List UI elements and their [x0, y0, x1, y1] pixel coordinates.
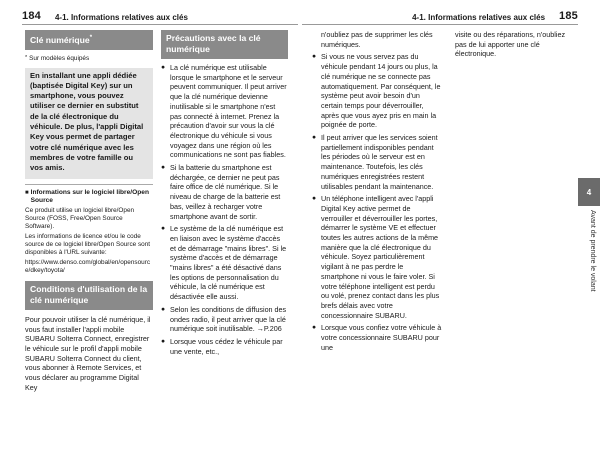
- section-title-conditions: Conditions d'utilisation de la clé numérique: [25, 281, 153, 310]
- page-number-left: 184: [22, 10, 41, 22]
- header-section-left: 4-1. Informations relatives aux clés: [54, 13, 188, 22]
- equipment-note: [25, 54, 153, 64]
- continued-text: visite ou des réparations, n'oubliez pas de lui apporter une clé électronique.: [455, 30, 566, 59]
- conditions-paragraph: Pour pouvoir utiliser la clé numérique, il vous faut installer l'appli mobile SUBARU Solterra Connect, enregistrer le véhicule sur le profil d'appli mobile SUBARU Solterra Connect du client, vous abonner à Remote Services, et vous déclarer au programme Digital Key: [25, 314, 151, 392]
- chapter-tab[interactable]: [578, 178, 600, 206]
- header-section-right: 4-1. Informations relatives aux clés: [412, 13, 546, 22]
- header-rule-right: [302, 24, 578, 25]
- divider: [25, 184, 153, 185]
- intro-callout: En installant une appli dédiée (baptisée Digital Key) sur un smartphone, vous pouvez utiliser ce dernier en substitut de la clé électronique du véhicule. De plus, l'appli Digital Key vous permet de partager votre clé numérique avec les membres de votre famille ou vos amis.: [25, 68, 153, 179]
- info-paragraph-1: Ce produit utilise un logiciel libre/Open Source (FOSS, Free/Open Source Software).: [25, 206, 135, 230]
- column-2: [161, 30, 288, 359]
- list-item: ● Le système de la clé numérique est en liaison avec le système d'accès et de démarrage "mains libres". Si le système d'accès et de démarrage "mains libres" a été désactivé dans les options de personnalisation du véhicule, la clé numérique est désactivée elle aussi.: [161, 224, 288, 302]
- column-1: [25, 30, 153, 393]
- section-title-text: Clé numérique: [30, 34, 90, 45]
- note-mark: *: [25, 54, 28, 61]
- column-4: [455, 30, 570, 59]
- list-item: ● Si vous ne vous servez pas du véhicule pendant 14 jours ou plus, la clé numérique ne se connecte pas automatiquement. Par conséquent, le système peut avoir besoin d'un certain temps pour déverrouiller, après que vous ayez pris en main la poignée de porte.: [312, 52, 442, 130]
- list-item: ● Un téléphone intelligent avec l'appli Digital Key active permet de verrouiller et déverrouiller les portes, démarrer le système VE et effectuer toutes les autres actions de la même manière que la clé électronique du véhicule. Soyez particulièrement vigilant à ne pas perdre le smartphone ni vous le faire voler. Si votre téléphone intelligent est perdu ou volé, prenez contact dans les plus brefs délais avec votre concessionnaire SUBARU.: [312, 194, 442, 320]
- list-item: ● La clé numérique est utilisable lorsque le smartphone et le serveur peuvent communiquer. Il peut arriver que la clé numérique devienne inutilisable si le smartphone n'est pas connecté à internet. Prenez la précaution d'avoir sur vous la clé électronique du véhicule si vous voyagez dans une région où les communications ne sont pas fiables.: [161, 63, 288, 160]
- list-item: ● Lorsque vous confiez votre véhicule à votre concessionnaire SUBARU pour une: [312, 323, 442, 352]
- title-footnote-mark: *: [89, 35, 93, 41]
- info-url-link[interactable]: https://www.denso.com/global/en/opensource/dkey/toyota/: [25, 258, 151, 274]
- column-3: [312, 30, 442, 356]
- continued-text: n'oubliez pas de supprimer les clés numériques.: [321, 30, 433, 49]
- list-item: ● Selon les conditions de diffusion des ondes radio, il peut arriver que la clé numérique soit inutilisable. →P.206: [161, 305, 288, 334]
- precautions-list-continued: [312, 52, 442, 352]
- info-heading-text: Informations sur le logiciel libre/Open Source: [30, 188, 149, 204]
- info-paragraph-2: Les informations de licence et/ou le code source de ce logiciel libre/Open Source sont disponibles à l'URL suivante:: [25, 232, 151, 256]
- precautions-list: [161, 63, 288, 356]
- list-item: ● Il peut arriver que les services soient partiellement indisponibles pendant les périodes où le serveur est en maintenance. Toutefois, les clés numériques enregistrées restent utilisables pendant la maintenance.: [312, 133, 442, 191]
- chapter-number: 4: [586, 187, 592, 197]
- list-item: ● Lorsque vous cédez le véhicule par une vente, etc.,: [161, 337, 288, 356]
- section-title-precautions: Précautions avec la clé numérique: [161, 30, 288, 59]
- page-header-left: [22, 6, 298, 22]
- page-number-right: 185: [559, 10, 578, 22]
- chapter-label: Avant de prendre le volant: [589, 210, 596, 292]
- info-body: [25, 207, 153, 275]
- header-rule-left: [22, 24, 298, 25]
- list-item: ● Si la batterie du smartphone est déchargée, ce dernier ne peut pas faire office de clé numérique. Si le niveau de charge de la batterie est bas, veillez à recharger votre smartphone avant de sortir.: [161, 163, 288, 221]
- section-title-digital-key: [25, 30, 153, 50]
- info-heading: [25, 189, 153, 205]
- square-bullet-icon: ■: [25, 189, 29, 196]
- note-text: Sur modèles équipés: [29, 54, 90, 62]
- page-header-right: [302, 6, 578, 22]
